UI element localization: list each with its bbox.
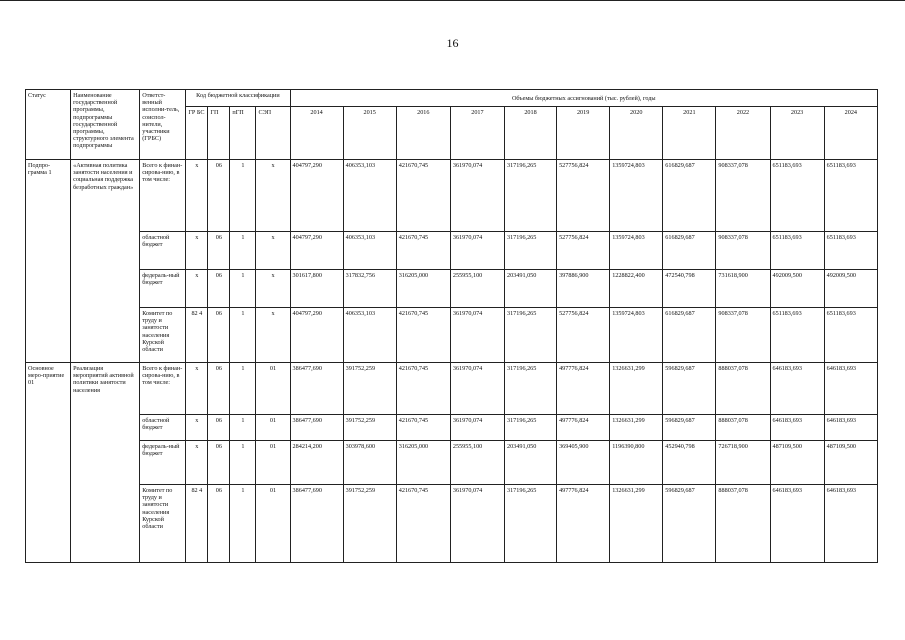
code-cell: 06 xyxy=(208,160,230,232)
table-row xyxy=(26,415,878,441)
header-executor: Ответст-венный исполни-тель, соиспол-нители, участники (ГРБС) xyxy=(140,90,186,160)
value-cell-2022: 731618,900 xyxy=(716,270,770,308)
value-cell-2021: 616829,687 xyxy=(663,308,716,363)
value-cell-2014: 404797,290 xyxy=(290,160,343,232)
value-cell-2023: 651183,693 xyxy=(770,308,824,363)
code-cell: х xyxy=(256,160,290,232)
page-number: 16 xyxy=(446,36,459,50)
header-year-2016: 2016 xyxy=(396,107,450,160)
value-cell-2020: 1359724,803 xyxy=(610,308,663,363)
executor-cell: областной бюджет xyxy=(140,415,186,441)
value-cell-2016: 421670,745 xyxy=(396,363,450,415)
value-cell-2019: 527756,824 xyxy=(557,232,610,270)
header-year-2018: 2018 xyxy=(504,107,556,160)
value-cell-2018: 203491,050 xyxy=(504,441,556,485)
value-cell-2015: 406353,103 xyxy=(343,308,396,363)
table-row xyxy=(26,160,878,232)
value-cell-2018: 317196,265 xyxy=(504,232,556,270)
value-cell-2015: 406353,103 xyxy=(343,160,396,232)
code-cell: х xyxy=(186,415,208,441)
code-cell: х xyxy=(186,363,208,415)
value-cell-2014: 386477,690 xyxy=(290,363,343,415)
value-cell-2024: 651183,693 xyxy=(824,160,877,232)
header-code-1: ГП xyxy=(208,107,230,160)
value-cell-2014: 386477,690 xyxy=(290,415,343,441)
value-cell-2024: 651183,693 xyxy=(824,308,877,363)
value-cell-2017: 361970,074 xyxy=(450,485,504,563)
executor-cell: федераль-ный бюджет xyxy=(140,441,186,485)
value-cell-2014: 386477,690 xyxy=(290,485,343,563)
value-cell-2014: 404797,290 xyxy=(290,308,343,363)
header-volumes: Объемы бюджетных ассигнований (тыс. рублей), годы xyxy=(290,90,877,107)
value-cell-2018: 317196,265 xyxy=(504,485,556,563)
value-cell-2018: 317196,265 xyxy=(504,363,556,415)
value-cell-2020: 1326631,299 xyxy=(610,363,663,415)
value-cell-2019: 497776,824 xyxy=(557,485,610,563)
value-cell-2022: 888037,078 xyxy=(716,415,770,441)
code-cell: 1 xyxy=(230,363,256,415)
value-cell-2016: 421670,745 xyxy=(396,308,450,363)
value-cell-2017: 361970,074 xyxy=(450,160,504,232)
value-cell-2023: 646183,693 xyxy=(770,363,824,415)
table-row xyxy=(26,232,878,270)
value-cell-2016: 316205,000 xyxy=(396,270,450,308)
value-cell-2019: 369405,900 xyxy=(557,441,610,485)
value-cell-2016: 421670,745 xyxy=(396,415,450,441)
executor-cell: федераль-ный бюджет xyxy=(140,270,186,308)
value-cell-2023: 651183,693 xyxy=(770,232,824,270)
value-cell-2023: 651183,693 xyxy=(770,160,824,232)
value-cell-2019: 497776,824 xyxy=(557,415,610,441)
value-cell-2018: 317196,265 xyxy=(504,415,556,441)
status-cell: Подпро-грамма 1 xyxy=(26,160,71,363)
value-cell-2018: 317196,265 xyxy=(504,160,556,232)
value-cell-2024: 646183,693 xyxy=(824,363,877,415)
value-cell-2022: 888037,078 xyxy=(716,363,770,415)
value-cell-2023: 492009,500 xyxy=(770,270,824,308)
value-cell-2019: 527756,824 xyxy=(557,160,610,232)
value-cell-2020: 1359724,803 xyxy=(610,232,663,270)
value-cell-2017: 361970,074 xyxy=(450,363,504,415)
code-cell: 01 xyxy=(256,485,290,563)
code-cell: х xyxy=(186,232,208,270)
value-cell-2017: 361970,074 xyxy=(450,415,504,441)
header-code-3: СЭП xyxy=(256,107,290,160)
value-cell-2020: 1326631,299 xyxy=(610,415,663,441)
value-cell-2016: 421670,745 xyxy=(396,160,450,232)
value-cell-2022: 908337,078 xyxy=(716,232,770,270)
executor-cell: Комитет по труду и занятости населения Курской области xyxy=(140,485,186,563)
table-row xyxy=(26,308,878,363)
code-cell: 82 4 xyxy=(186,308,208,363)
header-code-group: Код бюджетной классификации xyxy=(186,90,290,107)
value-cell-2016: 316205,000 xyxy=(396,441,450,485)
value-cell-2014: 284214,200 xyxy=(290,441,343,485)
table-row xyxy=(26,441,878,485)
value-cell-2015: 391752,259 xyxy=(343,363,396,415)
value-cell-2015: 317832,756 xyxy=(343,270,396,308)
value-cell-2021: 596829,687 xyxy=(663,485,716,563)
code-cell: 1 xyxy=(230,415,256,441)
value-cell-2024: 651183,693 xyxy=(824,232,877,270)
value-cell-2019: 397886,900 xyxy=(557,270,610,308)
value-cell-2017: 255955,100 xyxy=(450,441,504,485)
code-cell: 1 xyxy=(230,441,256,485)
value-cell-2024: 646183,693 xyxy=(824,485,877,563)
code-cell: 06 xyxy=(208,270,230,308)
value-cell-2024: 492009,500 xyxy=(824,270,877,308)
value-cell-2015: 391752,259 xyxy=(343,415,396,441)
code-cell: 06 xyxy=(208,363,230,415)
code-cell: 06 xyxy=(208,415,230,441)
value-cell-2021: 616829,687 xyxy=(663,232,716,270)
value-cell-2021: 472540,798 xyxy=(663,270,716,308)
value-cell-2020: 1359724,803 xyxy=(610,160,663,232)
value-cell-2023: 646183,693 xyxy=(770,485,824,563)
top-rule xyxy=(0,0,905,1)
header-code-2: пГП xyxy=(230,107,256,160)
value-cell-2015: 391752,259 xyxy=(343,485,396,563)
executor-cell: Всего к финан-сирова-нию, в том числе: xyxy=(140,363,186,415)
code-cell: 06 xyxy=(208,485,230,563)
executor-cell: областной бюджет xyxy=(140,232,186,270)
value-cell-2022: 726718,900 xyxy=(716,441,770,485)
header-code-0: ГР БС xyxy=(186,107,208,160)
code-cell: 06 xyxy=(208,308,230,363)
value-cell-2023: 487109,500 xyxy=(770,441,824,485)
value-cell-2020: 1326631,299 xyxy=(610,485,663,563)
value-cell-2024: 487109,500 xyxy=(824,441,877,485)
value-cell-2020: 1196390,800 xyxy=(610,441,663,485)
executor-cell: Комитет по труду и занятости населения Курской области xyxy=(140,308,186,363)
code-cell: 06 xyxy=(208,441,230,485)
code-cell: 1 xyxy=(230,308,256,363)
name-cell: Реализация мероприятий активной политики занятости населения xyxy=(71,363,140,563)
value-cell-2021: 596829,687 xyxy=(663,415,716,441)
header-name: Наименование государственной программы, подпрограммы государственной программы, структурного элемента подпрограммы xyxy=(71,90,140,160)
code-cell: х xyxy=(256,270,290,308)
code-cell: х xyxy=(186,270,208,308)
code-cell: 06 xyxy=(208,232,230,270)
code-cell: х xyxy=(256,308,290,363)
code-cell: 01 xyxy=(256,415,290,441)
value-cell-2017: 361970,074 xyxy=(450,232,504,270)
value-cell-2021: 452940,798 xyxy=(663,441,716,485)
value-cell-2022: 908337,078 xyxy=(716,160,770,232)
value-cell-2019: 527756,824 xyxy=(557,308,610,363)
header-year-2022: 2022 xyxy=(716,107,770,160)
code-cell: 1 xyxy=(230,160,256,232)
header-year-2019: 2019 xyxy=(557,107,610,160)
status-cell: Основное меро-приятие 01 xyxy=(26,363,71,563)
table-row xyxy=(26,363,878,415)
executor-cell: Всего к финан-сирова-нию, в том числе: xyxy=(140,160,186,232)
code-cell: 1 xyxy=(230,485,256,563)
code-cell: х xyxy=(186,441,208,485)
code-cell: 82 4 xyxy=(186,485,208,563)
header-year-2024: 2024 xyxy=(824,107,877,160)
header-year-2020: 2020 xyxy=(610,107,663,160)
code-cell: 01 xyxy=(256,363,290,415)
value-cell-2022: 888037,078 xyxy=(716,485,770,563)
header-year-2021: 2021 xyxy=(663,107,716,160)
code-cell: х xyxy=(186,160,208,232)
header-year-2017: 2017 xyxy=(450,107,504,160)
value-cell-2020: 1228822,400 xyxy=(610,270,663,308)
table-row xyxy=(26,485,878,563)
code-cell: 1 xyxy=(230,232,256,270)
header-year-2015: 2015 xyxy=(343,107,396,160)
header-status: Статус xyxy=(26,90,71,160)
value-cell-2014: 404797,290 xyxy=(290,232,343,270)
header-year-2014: 2014 xyxy=(290,107,343,160)
value-cell-2015: 406353,103 xyxy=(343,232,396,270)
budget-table xyxy=(25,89,878,563)
value-cell-2018: 203491,050 xyxy=(504,270,556,308)
value-cell-2024: 646183,693 xyxy=(824,415,877,441)
value-cell-2018: 317196,265 xyxy=(504,308,556,363)
value-cell-2016: 421670,745 xyxy=(396,485,450,563)
value-cell-2015: 303978,600 xyxy=(343,441,396,485)
value-cell-2021: 616829,687 xyxy=(663,160,716,232)
name-cell: «Активная политика занятости населения и социальная поддержка безработных граждан» xyxy=(71,160,140,363)
value-cell-2017: 361970,074 xyxy=(450,308,504,363)
value-cell-2019: 497776,824 xyxy=(557,363,610,415)
code-cell: 01 xyxy=(256,441,290,485)
header-year-2023: 2023 xyxy=(770,107,824,160)
value-cell-2021: 596829,687 xyxy=(663,363,716,415)
value-cell-2017: 255955,100 xyxy=(450,270,504,308)
value-cell-2022: 908337,078 xyxy=(716,308,770,363)
value-cell-2016: 421670,745 xyxy=(396,232,450,270)
code-cell: х xyxy=(256,232,290,270)
table-row xyxy=(26,270,878,308)
value-cell-2014: 301617,800 xyxy=(290,270,343,308)
value-cell-2023: 646183,693 xyxy=(770,415,824,441)
code-cell: 1 xyxy=(230,270,256,308)
